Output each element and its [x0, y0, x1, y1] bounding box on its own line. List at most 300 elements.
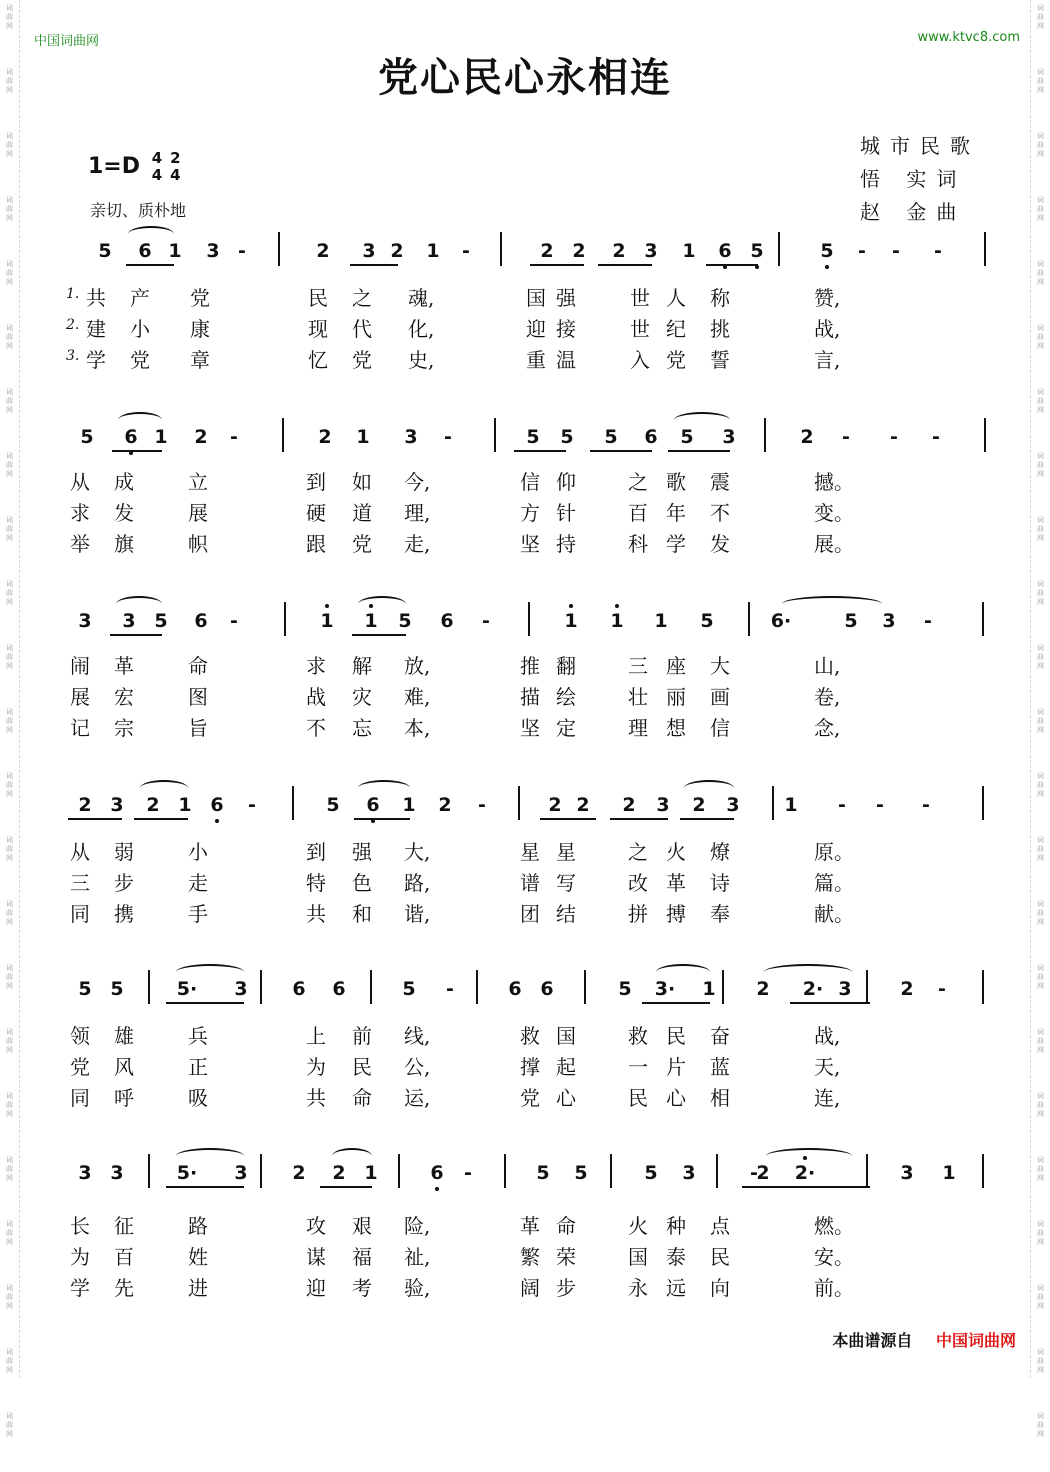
lyric-char: 展。 [814, 532, 854, 556]
lyric-char: 宏 [114, 685, 134, 709]
watermark-mark: 词 曲 网 [6, 1220, 13, 1246]
lyric-char: 民 [308, 286, 328, 310]
lyric-line-verse-3 [70, 528, 970, 559]
note: 6 [194, 610, 208, 632]
bar-line [282, 418, 284, 452]
lyric-char: 险, [404, 1214, 431, 1238]
lyric-char: 路 [188, 1214, 208, 1238]
lyric-char: 旨 [188, 716, 208, 740]
eighth-underline [610, 818, 668, 820]
hold-dash: - [892, 240, 900, 262]
lyric-char: 运, [404, 1086, 431, 1110]
watermark-mark: 词 曲 网 [1037, 708, 1044, 734]
lyric-line-verse-3 [70, 898, 970, 929]
lyric-char: 星 [556, 840, 576, 864]
lyric-char: 赞, [814, 286, 841, 310]
lyric-char: 大 [710, 654, 730, 678]
site-url-top-right[interactable]: www.ktvc8.com [917, 30, 1020, 45]
watermark-mark: 词 曲 网 [6, 388, 13, 414]
lyric-char: 仰 [556, 470, 576, 494]
bar-line [260, 970, 262, 1004]
lyric-char: 和 [352, 902, 372, 926]
lyric-char: 改 [628, 871, 648, 895]
lyric-char: 本, [404, 716, 431, 740]
lyric-char: 展 [70, 685, 90, 709]
note: 1 [402, 794, 416, 816]
bar-line [610, 1154, 612, 1188]
bar-line [518, 786, 520, 820]
slur-tie [674, 412, 730, 428]
note: 5 [398, 610, 412, 632]
note: 1 [168, 240, 182, 262]
lyric-char: 蓝 [710, 1055, 730, 1079]
eighth-underline [668, 450, 730, 452]
lyric-char: 解 [352, 654, 372, 678]
note: 2 [756, 1162, 770, 1184]
note: 6 [206, 794, 228, 816]
bar-line [476, 970, 478, 1004]
lyric-char: 同 [70, 902, 90, 926]
lyric-char: 战, [814, 1024, 841, 1048]
lyric-char: 民 [666, 1024, 686, 1048]
slur-tie [128, 226, 174, 242]
lyric-char: 谐, [404, 902, 431, 926]
lyric-char: 图 [188, 685, 208, 709]
lyric-char: 永 [628, 1276, 648, 1300]
watermark-mark: 词 曲 网 [1037, 324, 1044, 350]
slur-tie [358, 780, 410, 796]
lyric-char: 同 [70, 1086, 90, 1110]
lyric-char: 成 [114, 470, 134, 494]
lyric-char: 安。 [814, 1245, 854, 1269]
lyric-line-verse-1 [70, 1020, 970, 1051]
lyric-char: 到 [306, 470, 326, 494]
watermark-mark: 词 曲 网 [1037, 900, 1044, 926]
eighth-underline [790, 1002, 870, 1004]
lyric-char: 艰 [352, 1214, 372, 1238]
lyric-char: 命 [188, 654, 208, 678]
bar-line [584, 970, 586, 1004]
note: 2 [332, 1162, 346, 1184]
lyric-char: 革 [666, 871, 686, 895]
footer-brand-link[interactable]: 中国词曲网 [935, 1331, 1016, 1350]
lyric-char: 党 [520, 1086, 540, 1110]
note: 5 [536, 1162, 550, 1184]
lyric-char: 强 [556, 286, 576, 310]
lyric-char: 点 [710, 1214, 730, 1238]
note: 3 [722, 426, 736, 448]
high-octave-dot [325, 604, 329, 608]
lyric-char: 温 [556, 348, 576, 372]
note: 1 [654, 610, 668, 632]
lyric-char: 救 [628, 1024, 648, 1048]
lyric-char: 针 [556, 501, 576, 525]
watermark-mark: 词 曲 网 [1037, 1412, 1044, 1438]
note: 6· [770, 610, 792, 632]
lyric-char: 命 [352, 1086, 372, 1110]
note: 1 [606, 610, 628, 632]
note: 2 [292, 1162, 306, 1184]
eighth-underline [68, 818, 122, 820]
lyric-char: 卷, [814, 685, 841, 709]
lyric-char: 拼 [628, 902, 648, 926]
lyric-char: 领 [70, 1024, 90, 1048]
hold-dash: - [858, 240, 866, 262]
lyric-char: 之 [628, 840, 648, 864]
eighth-underline [320, 1186, 372, 1188]
lyric-char: 放, [404, 654, 431, 678]
lyric-char: 燎 [710, 840, 730, 864]
lyric-char: 坚 [520, 532, 540, 556]
lyric-char: 步 [114, 871, 134, 895]
note: 6 [138, 240, 152, 262]
lyric-line-verse-2 [70, 681, 970, 712]
hold-dash: - [444, 426, 452, 448]
verse-number: 3. [66, 348, 80, 364]
lyric-line-verse-1 [70, 836, 970, 867]
note: 5 [746, 240, 768, 262]
lyric-line-verse-3 [66, 344, 970, 375]
bar-line [722, 970, 724, 1004]
lyric-char: 学 [70, 1276, 90, 1300]
note: 1 [178, 794, 192, 816]
note: 3 [206, 240, 220, 262]
note: 3 [726, 794, 740, 816]
lyric-char: 推 [520, 654, 540, 678]
lyric-char: 兵 [188, 1024, 208, 1048]
eighth-underline [680, 818, 734, 820]
note: 3 [122, 610, 136, 632]
watermark-mark: 词 曲 网 [1037, 772, 1044, 798]
bar-line [398, 1154, 400, 1188]
lyric-char: 验, [404, 1276, 431, 1300]
bar-line [370, 970, 372, 1004]
lyric-char: 泰 [666, 1245, 686, 1269]
slur-tie [766, 1148, 852, 1164]
bar-line [748, 602, 750, 636]
lyric-char: 硬 [306, 501, 326, 525]
watermark-mark: 词 曲 网 [6, 1348, 13, 1374]
bar-line [494, 418, 496, 452]
note: 5 [816, 240, 838, 262]
note-system-1 [70, 232, 990, 278]
note: 2 [146, 794, 160, 816]
credits [860, 130, 980, 229]
lyric-char: 到 [306, 840, 326, 864]
note: 5 [844, 610, 858, 632]
note: 1 [784, 794, 798, 816]
watermark-mark: 词 曲 网 [1037, 4, 1044, 30]
note: 5 [644, 1162, 658, 1184]
note: 1 [682, 240, 696, 262]
lyric-line-verse-1 [66, 282, 970, 313]
lyric-char: 纪 [666, 317, 686, 341]
note: 3· [654, 978, 676, 1000]
note: 5 [78, 978, 92, 1000]
eighth-underline [110, 634, 162, 636]
lyric-char: 信 [520, 470, 540, 494]
lyric-char: 党 [352, 532, 372, 556]
lyric-char: 色 [352, 871, 372, 895]
lyric-char: 小 [130, 317, 150, 341]
lyric-char: 发 [710, 532, 730, 556]
lyric-char: 百 [628, 501, 648, 525]
lyric-char: 想 [666, 716, 686, 740]
note: 3 [110, 1162, 124, 1184]
lyric-line-verse-3 [70, 1272, 970, 1303]
lyric-char: 线, [404, 1024, 431, 1048]
slur-tie [764, 964, 852, 980]
note: 6 [508, 978, 522, 1000]
lyric-char: 长 [70, 1214, 90, 1238]
lyric-block-6 [70, 1210, 970, 1303]
eighth-underline [352, 634, 406, 636]
time-sig-top-2: 2 [170, 149, 181, 167]
lyric-line-verse-1 [70, 466, 970, 497]
lyric-char: 党 [666, 348, 686, 372]
low-octave-dot [215, 819, 219, 823]
lyric-char: 举 [70, 532, 90, 556]
lyric-block-1 [66, 282, 970, 375]
note: 5 [574, 1162, 588, 1184]
note: 2 [390, 240, 404, 262]
lyric-char: 国 [526, 286, 546, 310]
note: 3 [362, 240, 376, 262]
note: 1 [426, 240, 440, 262]
lyric-char: 忆 [308, 348, 328, 372]
lyric-char: 民 [710, 1245, 730, 1269]
hold-dash: - [876, 794, 884, 816]
note: 2 [572, 240, 586, 262]
eighth-underline [642, 1002, 710, 1004]
lyric-char: 接 [556, 317, 576, 341]
note: 6 [714, 240, 736, 262]
lyric-line-verse-3 [70, 712, 970, 743]
lyric-char: 党 [190, 286, 210, 310]
bar-line [778, 232, 780, 266]
bar-line [528, 602, 530, 636]
note: 2 [900, 978, 914, 1000]
lyric-char: 画 [710, 685, 730, 709]
lyric-char: 篇。 [814, 871, 854, 895]
lyric-char: 党 [352, 348, 372, 372]
lyric-char: 迎 [526, 317, 546, 341]
lyric-char: 史, [408, 348, 435, 372]
verse-number: 2. [66, 317, 80, 333]
watermark-mark: 词 曲 网 [1037, 580, 1044, 606]
hold-dash: - [934, 240, 942, 262]
note: 6 [440, 610, 454, 632]
slur-tie [116, 596, 162, 612]
watermark-mark: 词 曲 网 [6, 644, 13, 670]
lyric-char: 之 [628, 470, 648, 494]
lyric-char: 向 [710, 1276, 730, 1300]
note: 5· [176, 978, 198, 1000]
lyric-char: 定 [556, 716, 576, 740]
note: 3 [682, 1162, 696, 1184]
eighth-underline [540, 818, 596, 820]
note: 3 [404, 426, 418, 448]
note: 5 [80, 426, 94, 448]
note: 6 [120, 426, 142, 448]
lyric-char: 民 [628, 1086, 648, 1110]
lyric-char: 坚 [520, 716, 540, 740]
bar-line [292, 786, 294, 820]
bar-line [982, 970, 984, 1004]
hold-dash: - [750, 1162, 758, 1184]
lyric-char: 荣 [556, 1245, 576, 1269]
lyric-char: 走, [404, 532, 431, 556]
note: 2 [622, 794, 636, 816]
lyric-line-verse-3 [70, 1082, 970, 1113]
lyric-char: 党 [70, 1055, 90, 1079]
lyric-char: 产 [130, 286, 150, 310]
note: 5 [326, 794, 340, 816]
slur-tie [782, 596, 882, 612]
lyric-char: 福 [352, 1245, 372, 1269]
hold-dash: - [890, 426, 898, 448]
site-name-top-left[interactable]: 中国词曲网 [34, 34, 100, 49]
lyric-char: 方 [520, 501, 540, 525]
lyric-char: 山, [814, 654, 841, 678]
eighth-underline [126, 264, 174, 266]
lyric-char: 化, [408, 317, 435, 341]
lyric-char: 火 [666, 840, 686, 864]
note: 2 [692, 794, 706, 816]
watermark-mark: 词 曲 网 [6, 196, 13, 222]
lyric-char: 挑 [710, 317, 730, 341]
watermark-mark: 词 曲 网 [1037, 260, 1044, 286]
watermark-mark: 词 曲 网 [1037, 516, 1044, 542]
credit-composer: 赵 金曲 [860, 200, 967, 224]
note: 3 [838, 978, 852, 1000]
lyric-char: 攻 [306, 1214, 326, 1238]
lyric-char: 跟 [306, 532, 326, 556]
eighth-underline [134, 818, 188, 820]
watermark-mark: 词 曲 网 [6, 516, 13, 542]
note: 1 [364, 1162, 378, 1184]
lyric-char: 吸 [188, 1086, 208, 1110]
lyric-char: 今, [404, 470, 431, 494]
lyric-block-4 [70, 836, 970, 929]
lyric-char: 誓 [710, 348, 730, 372]
note-system-4 [70, 786, 990, 832]
lyric-char: 火 [628, 1214, 648, 1238]
eighth-underline [166, 1002, 244, 1004]
hold-dash: - [230, 426, 238, 448]
lyric-char: 阔 [520, 1276, 540, 1300]
lyric-char: 学 [86, 348, 106, 372]
lyric-char: 帜 [188, 532, 208, 556]
watermark-mark: 词 曲 网 [1037, 1348, 1044, 1374]
lyric-char: 忘 [352, 716, 372, 740]
lyric-char: 民 [352, 1055, 372, 1079]
low-octave-dot [435, 1187, 439, 1191]
note: 2 [194, 426, 208, 448]
lyric-char: 弱 [114, 840, 134, 864]
note: 5 [604, 426, 618, 448]
lyric-char: 闹 [70, 654, 90, 678]
hold-dash: - [932, 426, 940, 448]
lyric-char: 革 [520, 1214, 540, 1238]
lyric-char: 学 [666, 532, 686, 556]
lyric-char: 求 [70, 501, 90, 525]
lyric-char: 康 [190, 317, 210, 341]
bar-line [982, 1154, 984, 1188]
eighth-underline [742, 1186, 870, 1188]
watermark-mark: 词 曲 网 [6, 1156, 13, 1182]
lyric-char: 前 [352, 1024, 372, 1048]
time-sig-bottom-1: 4 [151, 166, 163, 184]
note: 5 [402, 978, 416, 1000]
note: 1 [360, 610, 382, 632]
lyric-char: 座 [666, 654, 686, 678]
bar-line [772, 786, 774, 820]
lyric-char: 燃。 [814, 1214, 854, 1238]
lyric-char: 百 [114, 1245, 134, 1269]
lyric-char: 念, [814, 716, 841, 740]
watermark-mark: 词 曲 网 [1037, 1028, 1044, 1054]
lyric-char: 结 [556, 902, 576, 926]
note-system-6 [70, 1154, 990, 1200]
lyric-char: 不 [306, 716, 326, 740]
lyric-char: 之 [352, 286, 372, 310]
lyric-char: 征 [114, 1214, 134, 1238]
watermark-mark: 词 曲 网 [1037, 836, 1044, 862]
lyric-char: 为 [306, 1055, 326, 1079]
watermark-mark: 词 曲 网 [1037, 68, 1044, 94]
note: 2 [800, 426, 814, 448]
lyric-char: 正 [188, 1055, 208, 1079]
note: 2 [612, 240, 626, 262]
note: 6 [540, 978, 554, 1000]
watermark-mark: 词 曲 网 [1037, 1092, 1044, 1118]
note: 3 [78, 610, 92, 632]
lyric-char: 救 [520, 1024, 540, 1048]
watermark-mark: 词 曲 网 [6, 900, 13, 926]
lyric-char: 相 [710, 1086, 730, 1110]
note: 2 [540, 240, 554, 262]
lyric-block-5 [70, 1020, 970, 1113]
note: 3 [234, 1162, 248, 1184]
lyric-char: 宗 [114, 716, 134, 740]
lyric-char: 称 [710, 286, 730, 310]
slur-tie [358, 596, 406, 612]
bar-line [148, 1154, 150, 1188]
lyric-char: 走 [188, 871, 208, 895]
watermark-mark: 词 曲 网 [6, 772, 13, 798]
lyric-char: 信 [710, 716, 730, 740]
note: 6 [362, 794, 384, 816]
lyric-char: 重 [526, 348, 546, 372]
lyric-char: 强 [352, 840, 372, 864]
note: 5 [526, 426, 540, 448]
note: 3 [656, 794, 670, 816]
lyric-char: 持 [556, 532, 576, 556]
lyric-char: 撑 [520, 1055, 540, 1079]
lyric-char: 立 [188, 470, 208, 494]
note-system-3 [70, 602, 990, 648]
note: 1 [154, 426, 168, 448]
lyric-char: 谋 [306, 1245, 326, 1269]
note: 3 [110, 794, 124, 816]
time-signature [152, 150, 181, 184]
lyric-line-verse-1 [70, 1210, 970, 1241]
lyric-line-verse-2 [70, 1051, 970, 1082]
lyric-char: 种 [666, 1214, 686, 1238]
note-system-2 [70, 418, 990, 464]
lyric-char: 国 [556, 1024, 576, 1048]
